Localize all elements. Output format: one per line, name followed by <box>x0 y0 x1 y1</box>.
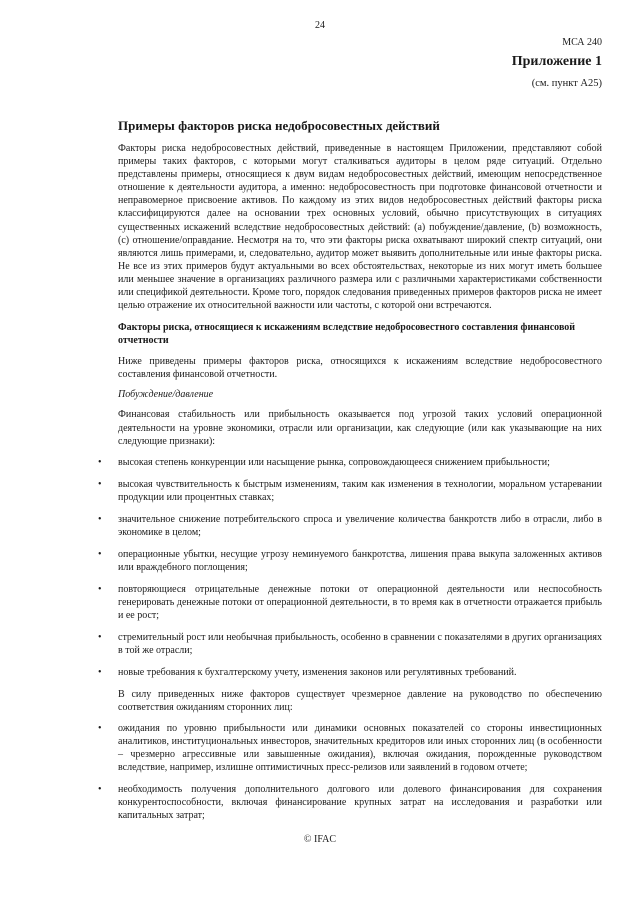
bullet-icon: • <box>98 631 102 643</box>
footer-copyright: © IFAC <box>303 834 337 845</box>
list-item: • необходимость получения дополнительного долгового или долевого финансирования для сохранения конкурентоспособности, включая финансирование крупных затрат на исследования и разработки или капитальных затрат; <box>98 783 602 821</box>
subheading-incentive-pressure: Побуждение/давление <box>118 389 214 401</box>
list-item: • повторяющиеся отрицательные денежные потоки от операционной деятельности или неспособность генерировать денежные потоки от операционной деятельности, в то время как в отчетности отражается прибыль и ее рост; <box>98 583 602 621</box>
bullet-icon: • <box>98 478 102 490</box>
list-item: • высокая степень конкуренции или насыщение рынка, сопровождающееся снижением прибыльности; <box>98 456 550 468</box>
list-item: • новые требования к бухгалтерскому учету, изменения законов или регулятивных требований. <box>98 666 517 678</box>
standard-code: МСА 240 <box>562 37 602 48</box>
stability-intro-paragraph: Финансовая стабильность или прибыльность оказывается под угрозой таких условий операционной деятельности на уровне экономики, отрасли или организации, как следующие (или как указывающие на них следующие признаки): <box>118 409 602 447</box>
page-number: 24 <box>315 20 325 31</box>
list-item: • ожидания по уровню прибыльности или динамики основных показателей со стороны инвестиционных аналитиков, институциональных инвесторов, значительных кредиторов или иных сторонних лиц (в особенности – чрезмерно агрессивные или завышенные ожидания), включая ожидания, порожденные руководством вследствие, например, излишне оптимистичных пресс-релизов или заявлений в годовом отчете; <box>98 722 602 773</box>
pressure-intro-paragraph: В силу приведенных ниже факторов существует чрезмерное давление на руководство по обеспечению соответствия ожиданиям сторонних лиц: <box>118 688 602 713</box>
page-title: Примеры факторов риска недобросовестных действий <box>118 118 440 133</box>
bullet-icon: • <box>98 548 102 560</box>
intro-paragraph: Факторы риска недобросовестных действий, приведенные в настоящем Приложении, представляют собой примеры таких факторов, с которыми могут сталкиваться аудиторы в целом ряде ситуаций. Отдельно представлены примеры, относящиеся к двум видам недобросовестных действий, имеющим непосредственное отношение к деятельности аудитора, а именно: недобросовестность при подготовке финансовой отчетности и неправомерное присвоение активов. По каждому из этих видов недобросовестных действий факторы риска классифицируются далее на основании трех основных условий, обычно присутствующих в ситуациях существенных искажений вследствие недобросовестных действий: (а) побуждение/давление, (b) возможность, (с) отношение/оправдание. Несмотря на то, что эти факторы риска охватывают широкий спектр ситуаций, они являются лишь примерами, и, следовательно, аудитор может выявить дополнительные или иные факторы риска. Не все из этих примеров будут актуальными во всех обстоятельствах, некоторые из них могут иметь большее или меньшее значение в организациях различного размера или с различными характеристиками собственности или спецификой деятельности. Кроме того, порядок следования приведенных примеров факторов риска не имеет целью отражение их относительной важности или частоты, с которой они встречаются. <box>118 143 602 312</box>
bullet-icon: • <box>98 783 102 795</box>
bullet-icon: • <box>98 583 102 595</box>
section-intro-paragraph: Ниже приведены примеры факторов риска, относящихся к искажениям вследствие недобросовестного составления финансовой отчетности. <box>118 356 602 381</box>
list-item: • высокая чувствительность к быстрым изменениям, таким как изменения в технологии, моральном устаревании продукции или процентных ставках; <box>98 478 602 503</box>
document-body <box>98 118 602 831</box>
list-item: • стремительный рост или необычная прибыльность, особенно в сравнении с показателями в других организациях в той же отрасли; <box>98 631 602 656</box>
stability-list <box>98 456 602 679</box>
appendix-title: Приложение 1 <box>511 54 602 69</box>
bullet-icon: • <box>98 722 102 734</box>
bullet-icon: • <box>98 666 102 678</box>
appendix-reference: (см. пункт А25) <box>531 78 602 89</box>
bullet-icon: • <box>98 456 102 468</box>
pressure-list <box>98 722 602 822</box>
section-heading: Факторы риска, относящиеся к искажениям вследствие недобросовестного составления финансовой отчетности <box>118 322 576 347</box>
list-item: • операционные убытки, несущие угрозу неминуемого банкротства, лишения права выкупа заложенных активов или враждебного поглощения; <box>98 548 602 573</box>
bullet-icon: • <box>98 513 102 525</box>
list-item: • значительное снижение потребительского спроса и увеличение количества банкротств либо в отрасли, либо в экономике в целом; <box>98 513 602 538</box>
